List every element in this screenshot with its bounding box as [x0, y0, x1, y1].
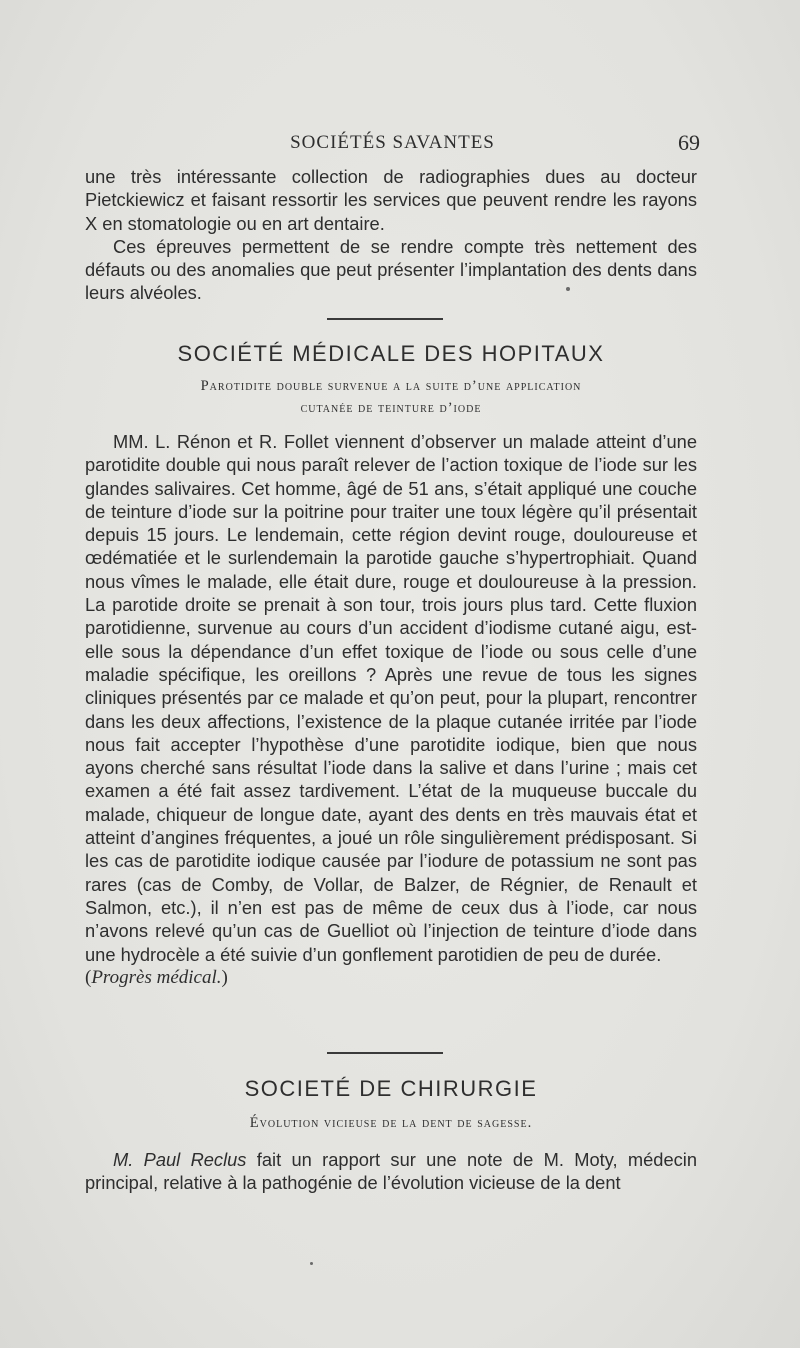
paragraph-epreuves: Ces épreuves permettent de se rendre compte très nettement des défauts ou des anomalies que peut présenter l’implantation des dents dans leurs alvéoles.: [85, 235, 697, 304]
paragraph-parotidite: MM. L. Rénon et R. Follet viennent d’observer un malade atteint d’une parotidite double qui nous paraît relever de l’action toxique de l’iode sur les glandes salivaires. Cet homme, âgé de 51 ans, s’était appliqué une couche de teinture d’iode sur la poitrine pour traiter une toux légère qu’il présentait depuis 15 jours. Le lendemain, cette région devint rouge, douloureuse et œdématiée et le surlendemain la parotide gauche s’hypertrophiait. Quand nous vîmes le malade, elle était dure, rouge et douloureuse à la pression. La parotide droite se prenait à son tour, trois jours plus tard. Cette fluxion parotidienne, survenue au cours d’un accident d’iodisme cutané aigu, est-elle sous la dépendance d’un effet toxique de l’iode ou sous celle d’une maladie spécifique, les oreillons ? Après une revue de tous les signes cliniques présentés par ce malade et qu’on peut, pour la plupart, rencontrer dans les deux affections, l’existence de la plaque cutanée irritée par l’iode nous fait accepter l’hypothèse d’une parotidite iodique, bien que nous ayons cherché sans résultat l’iode dans la salive et dans l’urine ; mais cet examen a été fait assez tardivement. L’état de la muqueuse buccale du malade, chiqueur de longue date, ayant des dents en très mauvais état et atteint d’angines fréquentes, a joué un rôle singulièrement prédisposant. Si les cas de parotidite iodique causée par l’iodure de potassium ne sont pas rares (cas de Comby, de Vollar, de Balzer, de Régnier, de Renault et Salmon, etc.), il n’en est pas de même de ceux dus à l’iode, car nous n’avons relevé qu’un cas de Guelliot où l’injection de teinture d’iode dans une hydrocèle a été suivie d’un gonflement parotidien de peu de durée.: [85, 431, 697, 965]
article-parotidite: [85, 430, 697, 989]
section-title-chirurgie: SOCIETÉ DE CHIRURGIE: [244, 1076, 538, 1101]
author-name: M. Paul Reclus: [113, 1149, 247, 1170]
paragraph-reclus-text: fait un rapport sur une note de M. Moty, médecin principal, relative à la pathogénie de l’évolution vicieuse de la dent: [85, 1149, 697, 1194]
subtitle-line-2: cutanée de teinture d’iode: [300, 400, 482, 416]
paper-speck: [310, 1262, 313, 1265]
paper-speck: [566, 287, 570, 291]
citation-source: Progrès médical.: [91, 966, 222, 988]
article-subtitle-dent: Évolution vicieuse de la dent de sagesse.: [249, 1115, 533, 1131]
article-subtitle-parotidite: [85, 375, 697, 419]
running-head: [85, 130, 700, 158]
paragraph-reclus: [85, 1148, 697, 1195]
page-number: 69: [678, 130, 700, 155]
section-divider: [327, 1052, 443, 1054]
subtitle-line-1: Parotidite double survenue a la suite d’une application: [200, 378, 582, 394]
running-title: SOCIÉTÉS SAVANTES: [290, 132, 495, 153]
citation: (Progrès médical.): [85, 966, 228, 988]
intro-paragraphs: [85, 165, 697, 305]
section-title-hopitaux: SOCIÉTÉ MÉDICALE DES HOPITAUX: [177, 341, 605, 366]
section-divider: [327, 318, 443, 320]
paragraph-radiographies: une très intéressante collection de radiographies dues au docteur Pietckiewicz et faisant ressortir les services que peuvent rendre les rayons X en stomatologie ou en art dentaire.: [85, 166, 697, 234]
article-dent-de-sagesse: [85, 1148, 697, 1195]
